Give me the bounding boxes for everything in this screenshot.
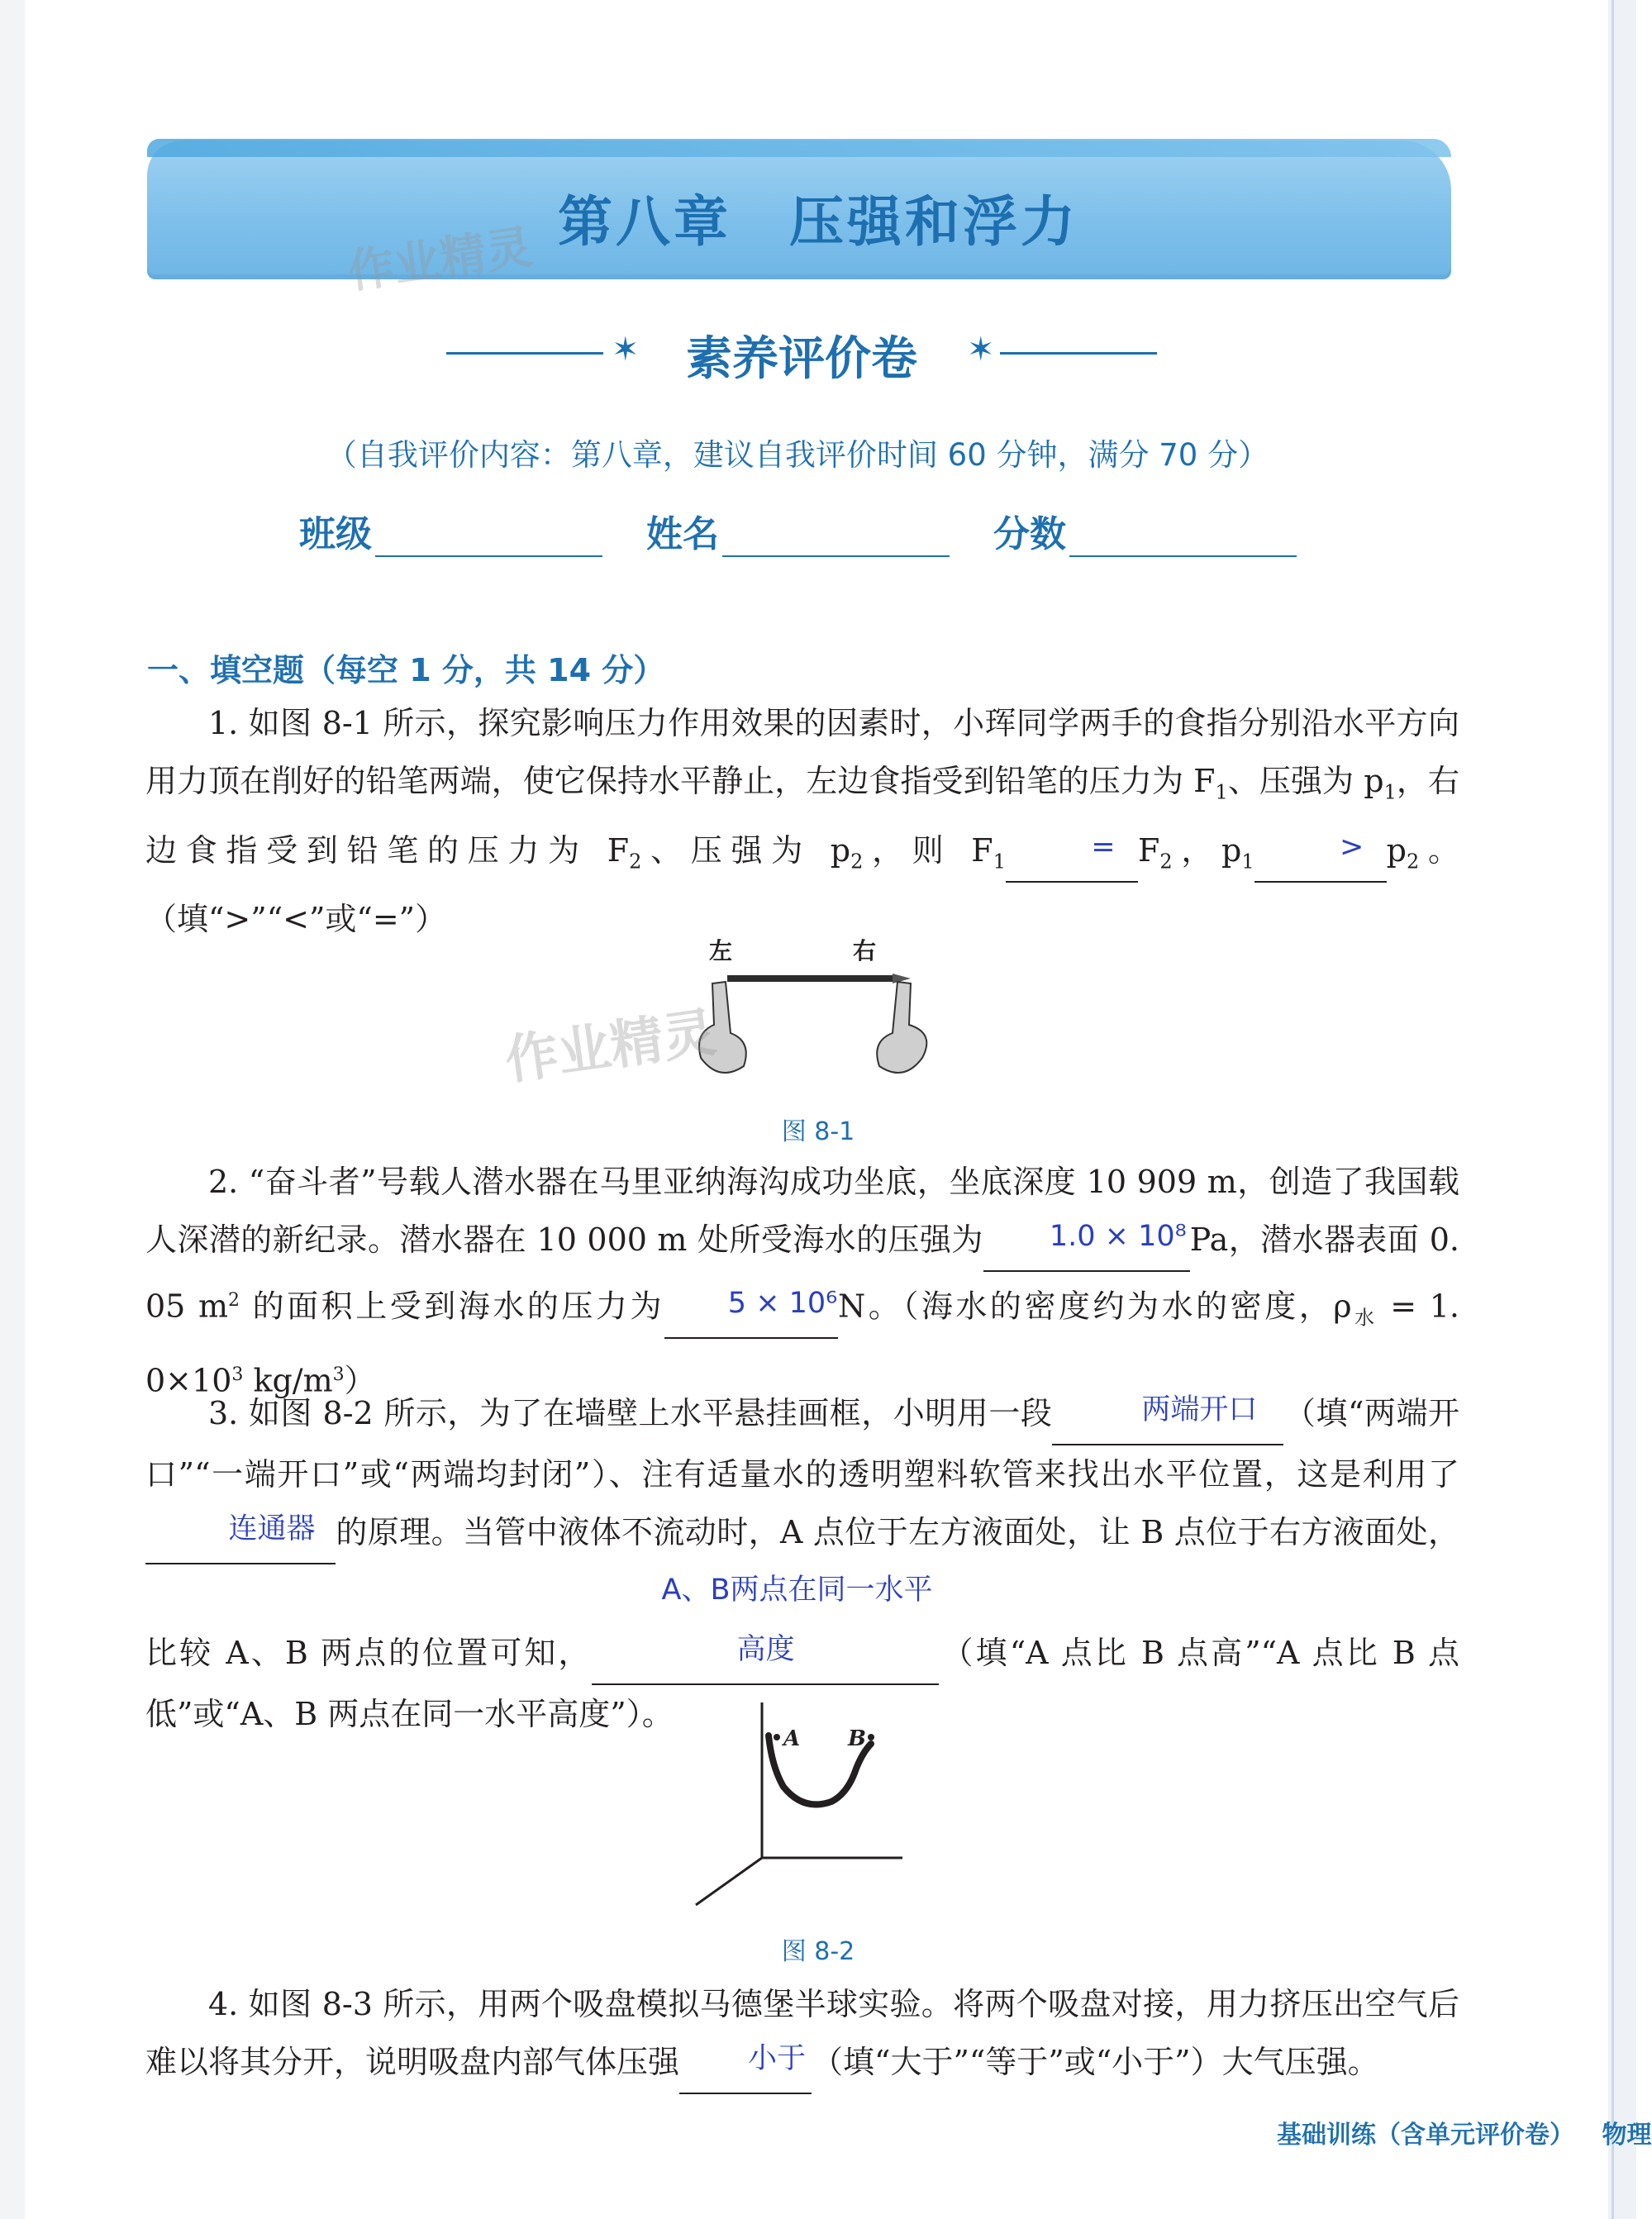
q1-text: 。（填“>”“<”或“=”） [145, 831, 1459, 938]
name-field [646, 504, 950, 557]
watermark-text: 作业精灵 [501, 1002, 720, 1093]
q2-text: N。（海水的密度约为水的密度，ρ [838, 1288, 1352, 1325]
figure-label-right: 右 [853, 937, 877, 964]
figure-8-2 [686, 1694, 917, 1909]
q1-text: ，右边食指受到铅笔的压力为 F [145, 763, 1459, 869]
page-footer [1277, 2114, 1652, 2150]
answer-text: > [1340, 830, 1364, 864]
answer-text: 小于 [748, 2042, 807, 2075]
chapter-title: 第八章 压强和浮力 [558, 190, 1078, 254]
question-3 [145, 1384, 1459, 1743]
q2-text: Pa，潜水器表面 0. 05 m [145, 1221, 1459, 1325]
q3-text: （填“A 点比 B 点高”“A 点比 B 点低”或“A、B 两点在同一水平高度”）。 [145, 1635, 1459, 1732]
answer-text: 两端开口 [1141, 1393, 1258, 1426]
class-label: 班级 [299, 513, 372, 555]
rho-subscript: 水 [1351, 1306, 1378, 1330]
name-input-line[interactable] [722, 514, 950, 557]
class-input-line[interactable] [375, 514, 602, 557]
page-binding-line [1612, 0, 1614, 2219]
q1-text: 1. 如图 8-1 所示，探究影响压力作用效果的因素时，小珲同学两手的食指分别沿水平方向用力顶在削好的铅笔两端，使它保持水平静止，左边食指受到铅笔的压力为 F [145, 705, 1459, 799]
answer-text: 5 × 10⁶ [727, 1286, 838, 1320]
class-field [299, 504, 602, 557]
q1-text: 、压强为 p [641, 831, 851, 869]
q2-text: 2. “奋斗者”号载人潜水器在马里亚纳海沟成功坐底，坐底深度 10 909 m，创造了我国载人深潜的新纪录。潜水器在 10 000 m 处所受海水的压强为 [145, 1164, 1459, 1258]
answer-text: = [1091, 830, 1116, 864]
name-label: 姓名 [646, 513, 719, 555]
answer-text: 连通器 [228, 1512, 316, 1545]
answer-blank[interactable] [1006, 821, 1138, 883]
star-icon: ✶ [612, 331, 640, 369]
answer-blank[interactable] [592, 1564, 939, 1685]
q3-text: 3. 如图 8-2 所示，为了在墙壁上水平悬挂画框，小明用一段 [208, 1395, 1053, 1431]
q3-text: （填“两端开口”“一端开口”或“两端均封闭”）、注有适量水的透明塑料软管来找出水平位置，这是利用了 [145, 1395, 1459, 1493]
evaluation-note: （自我评价内容：第八章，建议自我评价时间 60 分钟，满分 70 分） [326, 437, 1269, 473]
answer-text: 1.0 × 10⁸ [1049, 1220, 1187, 1253]
point-b-label: B [848, 1726, 866, 1751]
score-field [993, 504, 1297, 557]
answer-blank[interactable] [664, 1278, 838, 1339]
question-2: 2. “奋斗者”号载人潜水器在马里亚纳海沟成功坐底，坐底深度 10 909 m，创造了我国载人深潜的新纪录。潜水器在 10 000 m 处所受海水的压强为 1.0 × 10⁸ Pa，潜水器表面 0. 05 $m^2$ 的面积上受到海水的压力为 5 × 10⁶N。（海水的密度约为水的密度，$\rho_水 = 1$. $0\times 10^3$ $kg/m^3$） [145, 1164, 1460, 1399]
subtitle-rule-right [1000, 352, 1157, 355]
answer-blank[interactable] [1052, 1384, 1283, 1445]
answer-blank[interactable] [145, 1503, 336, 1564]
figure-label-left: 左 [709, 937, 733, 964]
q1-text: ，则 F [863, 831, 993, 869]
score-label: 分数 [993, 513, 1066, 555]
question-4 [145, 1975, 1459, 2094]
answer-blank[interactable] [983, 1211, 1190, 1272]
figure-caption: 图 8-1 [781, 1117, 855, 1146]
section-title: 一、填空题（每空 1 分，共 14 分） [147, 652, 665, 688]
q2-text: kg/m [243, 1362, 333, 1399]
answer-blank[interactable] [679, 2033, 812, 2094]
page-edge-left [0, 0, 25, 2219]
q2-text: ） [344, 1362, 376, 1399]
question-1: 1. 如图 8-1 所示，探究影响压力作用效果的因素时，小珲同学两手的食指分别沿水平方向用力顶在削好的铅笔两端，使它保持水平静止，左边食指受到铅笔的压力为 $F_1$、压强为 $p_1$，右边食指受到铅笔的压力为 $F_2$、压强为 $p_2$，则 $F_1 = F_2$，$p_1 > p_2$。（填“>”“<”或“=”） [145, 705, 1459, 938]
q1-text: 、压强为 p [1227, 763, 1384, 799]
footer-subject: 物理 [1602, 2121, 1652, 2150]
figure-caption: 图 8-2 [781, 1937, 855, 1966]
q2-text: 的面积上受到海水的压力为 [240, 1288, 665, 1325]
q1-text: ，p [1172, 831, 1242, 869]
footer-book: 基础训练（含单元评价卷） [1277, 2121, 1574, 2150]
q2-text: = 1. 0×10 [145, 1288, 1460, 1399]
subtitle-row [446, 322, 1157, 386]
answer-blank[interactable] [1254, 821, 1387, 883]
right-hand [877, 982, 926, 1073]
q4-text: （填“大于”“等于”或“小于”）大气压强。 [812, 2044, 1379, 2080]
pencil [727, 975, 893, 982]
point-a-label: A [783, 1726, 801, 1751]
star-icon: ✶ [967, 331, 995, 369]
q4-text: 4. 如图 8-3 所示，用两个吸盘模拟马德堡半球实验。将两个吸盘对接，用力挤压出空气后难以将其分开，说明吸盘内部气体压强 [145, 1986, 1459, 2080]
watermark-text: 作业精灵 [345, 220, 536, 300]
point-b-dot [868, 1734, 874, 1740]
subtitle: 素养评价卷 [686, 332, 917, 386]
point-a-dot [774, 1734, 780, 1740]
figure-8-1 [694, 934, 942, 1099]
chapter-banner-stripe [147, 139, 1451, 157]
q3-text: 的原理。当管中液体不流动时，A 点位于左方液面处，让 B 点位于右方液面处，比较 A、B 两点的位置可知， [145, 1514, 1459, 1671]
floor-edge [696, 1858, 762, 1905]
score-input-line[interactable] [1069, 514, 1297, 557]
answer-text: A、B两点在同一水平高度 [661, 1574, 933, 1666]
